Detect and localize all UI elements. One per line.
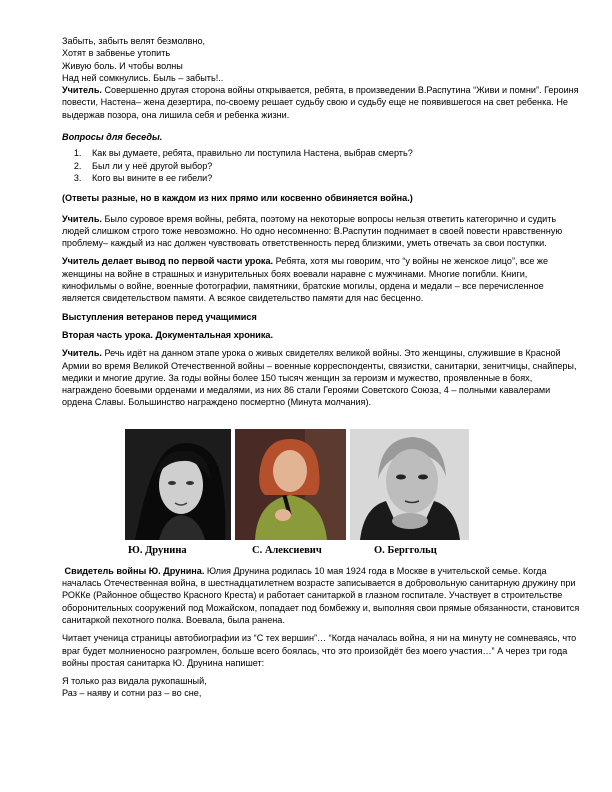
photo-row bbox=[62, 429, 580, 559]
poem-line: Я только раз видала рукопашный, bbox=[62, 676, 207, 687]
poem-hand-to-hand bbox=[62, 675, 580, 700]
speaker-label: Учитель делает вывод по первой части урока. bbox=[62, 256, 274, 267]
paragraph-autobiography: Читает ученица страницы автобиографии из “С тех вершин”… “Когда началась война, я ни на минуту не сомневаясь, что враг будет молниеносно разгромлен, больше всего боялась, что это произойдёт без моего участия…” А через три года войны простая санитарка Ю. Друнина напишет: bbox=[62, 633, 577, 668]
paragraph-conclusion bbox=[62, 255, 580, 304]
paragraph-text: Юлия Друнина родилась 10 мая 1924 года в Москве в учительской семье. Когда началась Отечественная война, в шестнадцатилетнем возрасте записывается в добровольную санитарную дружину при РОККе (Районное общество Красного Креста) и работает санитаркой в глазном госпитале. Участвует в строительстве оборонительных сооружений под Можайском, попадает под бомбежку и, выполняя свои прямые обязанности, становится санитаркой пехотного полка. Воевала, была ранена. bbox=[62, 565, 580, 625]
poem-line: Забыть, забыть велят безмолвно, bbox=[62, 36, 206, 46]
heading-veterans: Выступления ветеранов перед учащимися bbox=[62, 311, 257, 322]
speaker-label: Учитель. bbox=[62, 348, 102, 359]
question-item: 2. Был ли у неё другой выбор? bbox=[84, 160, 580, 172]
poem-forget bbox=[62, 35, 580, 84]
questions-list bbox=[62, 147, 580, 184]
caption-berggolts: О. Берггольц bbox=[374, 544, 437, 556]
paragraph-text: Было суровое время войны, ребята, поэтому на некоторые вопросы нельзя ответить категорично и судить людей слишком строго тоже невозможно. Но одно несомненно: В.Распутин поднимает в своей повести нравственную проблему– каждый из нас должен чувствовать ответственность перед близкими, уметь отвечать за свои поступки. bbox=[62, 213, 563, 249]
paragraph-text: Ребята, хотя мы говорим, что “у войны не женское лицо”, все же женщины на войне в страшных и изнурительных боях воевали наравне с мужчинами. Многие погибли. Книги, кинофильмы о войне, военные фотографии, памятники, братские могилы, ордена и медали – все перечисленное является свидетельством памяти. А всякое свидетельство памяти для нас бесценно. bbox=[62, 256, 549, 304]
speaker-label: Свидетель войны Ю. Друнина. bbox=[64, 565, 205, 576]
caption-drunina: Ю. Друнина bbox=[128, 544, 187, 556]
document-page bbox=[62, 35, 580, 700]
poem-line: Живую боль. И чтобы волны bbox=[62, 60, 183, 71]
speaker-label: Учитель. bbox=[62, 213, 102, 224]
paragraph-text: Речь идёт на данном этапе урока о живых свидетелях великой войны. Это женщины, служившие в Красной Армии во время Великой Отечественной войны – военные корреспонденты, связистки, санитарки, зенитчицы, снайперы, медики и многие другие. За годы войны более 150 тысяч женщин за героизм и мужество, проявленные в боях, награждено боевыми орденами и медалями, из них 86 стали Героями Советского Союза, 4 – полными кавалерами ордена Славы. Большинство награждено посмертно (Минута молчания). bbox=[62, 348, 577, 408]
poem-line: Раз – наяву и сотни раз – во сне, bbox=[62, 688, 202, 699]
photo-alexievich bbox=[235, 429, 346, 540]
poem-line: Над ней сомкнулись. Быль – забыть!.. bbox=[62, 72, 224, 83]
caption-alexievich: С. Алексиевич bbox=[252, 544, 322, 556]
questions-heading: Вопросы для беседы. bbox=[62, 132, 163, 143]
answers-note: (Ответы разные, но в каждом из них прямо или косвенно обвиняется война.) bbox=[62, 193, 413, 204]
paragraph-text: Совершенно другая сторона войны открывается, ребята, в произведении В.Распутина “Живи и помни”. Героиня повести, Настена– жена дезертира, по-своему решает судьбу свою и судьбу еще не появившегося на свет ребенка. Не выдержав позора, она лишила себя и ребенка жизни. bbox=[62, 85, 579, 120]
paragraph-rasputin bbox=[62, 84, 580, 121]
poem-line: Хотят в забвенье утопить bbox=[62, 48, 171, 59]
paragraph-harsh-times bbox=[62, 213, 580, 250]
photo-drunina bbox=[125, 429, 231, 540]
heading-part-two: Вторая часть урока. Документальная хроника. bbox=[62, 329, 274, 340]
paragraph-witnesses bbox=[62, 347, 580, 408]
photo-berggolts bbox=[350, 429, 469, 540]
question-item: 3. Кого вы вините в ее гибели? bbox=[84, 172, 580, 184]
paragraph-drunina-bio bbox=[62, 565, 580, 626]
speaker-label: Учитель. bbox=[62, 85, 102, 96]
question-item: 1. Как вы думаете, ребята, правильно ли поступила Настена, выбрав смерть? bbox=[84, 147, 580, 159]
